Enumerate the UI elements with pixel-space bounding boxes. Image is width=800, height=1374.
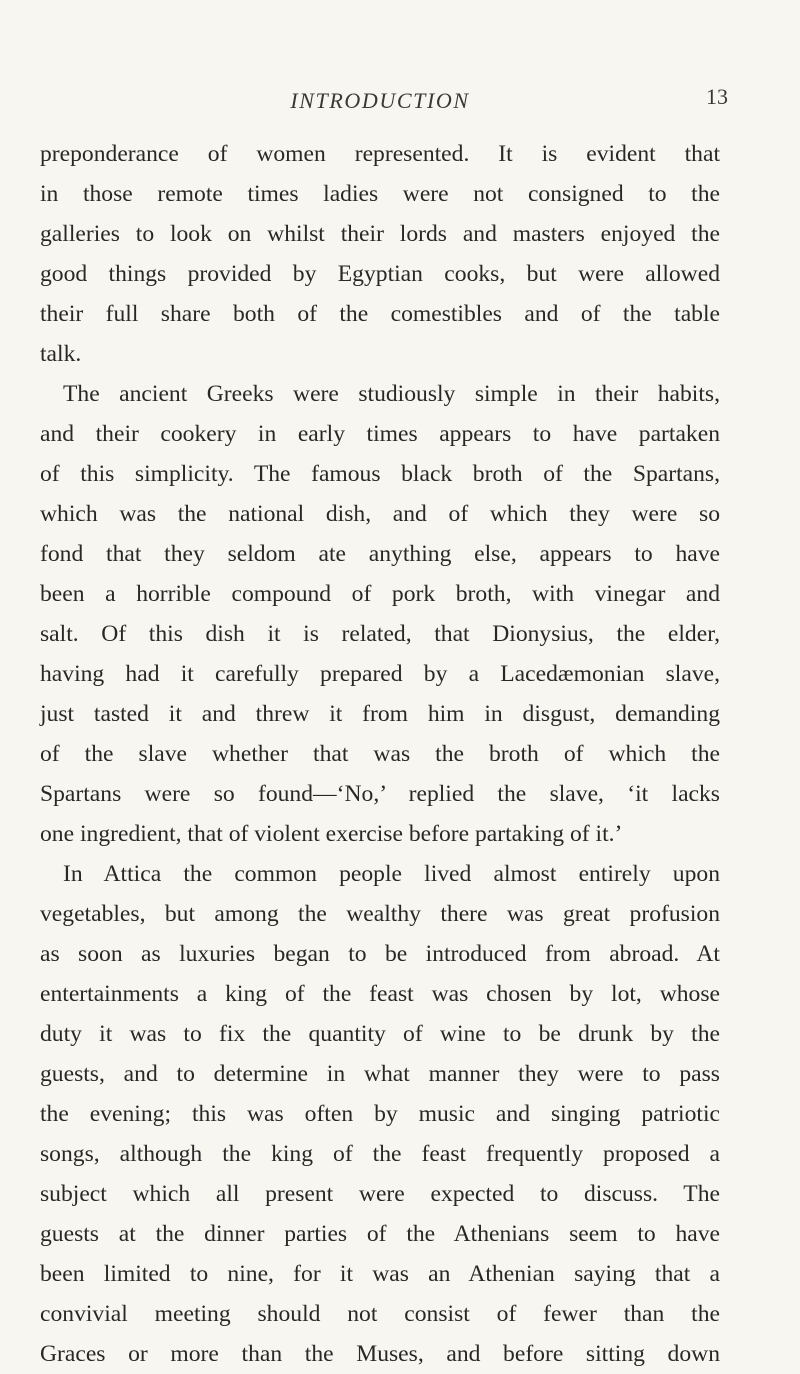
text-line: fond that they seldom ate anything else, appears to have: [40, 541, 720, 567]
text-line: Spartans were so found—‘No,’ replied the slave, ‘it lacks: [40, 781, 720, 807]
text-line: guests at the dinner parties of the Athenians seem to have: [40, 1221, 720, 1247]
text-line: subject which all present were expected to discuss. The: [40, 1181, 720, 1207]
text-line: In Attica the common people lived almost entirely upon: [63, 861, 720, 887]
text-line: duty it was to fix the quantity of wine to be drunk by the: [40, 1021, 720, 1047]
text-line: vegetables, but among the wealthy there was great profusion: [40, 901, 720, 927]
body-text: [40, 134, 720, 1374]
text-line: been a horrible compound of pork broth, with vinegar and: [40, 581, 720, 607]
text-line: songs, although the king of the feast frequently proposed a: [40, 1141, 720, 1167]
page-number: 13: [706, 84, 728, 109]
text-line: good things provided by Egyptian cooks, but were allowed: [40, 261, 720, 287]
text-line: one ingredient, that of violent exercise before partaking of it.’: [40, 821, 623, 847]
text-line: been limited to nine, for it was an Athenian saying that a: [40, 1261, 720, 1287]
text-line: salt. Of this dish it is related, that Dionysius, the elder,: [40, 621, 720, 647]
text-line: convivial meeting should not consist of fewer than the: [40, 1301, 720, 1327]
text-line: entertainments a king of the feast was chosen by lot, whose: [40, 981, 720, 1007]
text-line: their full share both of the comestibles and of the table: [40, 301, 720, 327]
text-line: preponderance of women represented. It is evident that: [40, 141, 720, 167]
text-line: Graces or more than the Muses, and before sitting down: [40, 1341, 720, 1367]
text-line: of the slave whether that was the broth of which the: [40, 741, 720, 767]
text-line: and their cookery in early times appears to have partaken: [40, 421, 720, 447]
text-line: the evening; this was often by music and singing patriotic: [40, 1101, 720, 1127]
text-line: The ancient Greeks were studiously simple in their habits,: [63, 381, 720, 407]
running-head: INTRODUCTION: [290, 88, 470, 113]
text-line: which was the national dish, and of which they were so: [40, 501, 720, 527]
text-line: just tasted it and threw it from him in disgust, demanding: [40, 701, 720, 727]
text-line: as soon as luxuries began to be introduced from abroad. At: [40, 941, 720, 967]
text-line: having had it carefully prepared by a Lacedæmonian slave,: [40, 661, 720, 687]
text-line: in those remote times ladies were not consigned to the: [40, 181, 720, 207]
text-line: galleries to look on whilst their lords and masters enjoyed the: [40, 221, 720, 247]
text-line: of this simplicity. The famous black broth of the Spartans,: [40, 461, 720, 487]
text-line: guests, and to determine in what manner they were to pass: [40, 1061, 720, 1087]
page-header: [40, 84, 728, 122]
text-line: talk.: [40, 341, 82, 367]
